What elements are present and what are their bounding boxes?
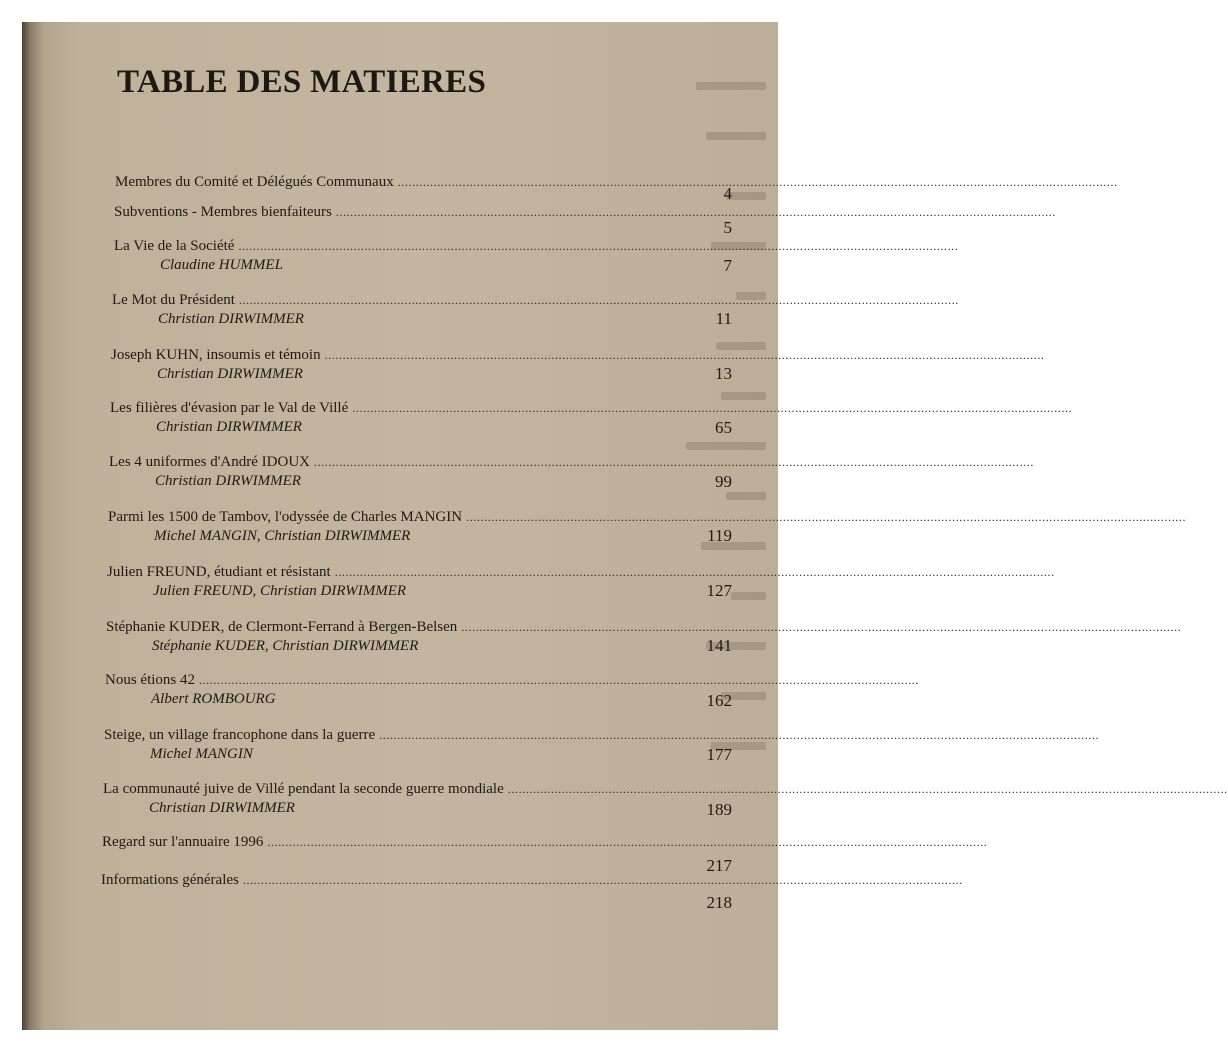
toc-entry-line: [107, 564, 1055, 581]
leader-dots: ........................................................................................................................................................................................................: [397, 175, 1118, 189]
toc-entry-line: [103, 781, 1228, 798]
toc-entry-line: [111, 347, 1045, 364]
toc-entry-author: Michel MANGIN, Christian DIRWIMMER: [154, 528, 411, 544]
leader-dots: ........................................................................................................................................................................................................: [466, 510, 1187, 524]
leader-dots: ........................................................................................................................................................................................................: [324, 348, 1045, 362]
leader-dots: ........................................................................................................................................................................................................: [507, 782, 1228, 796]
toc-entry-line: [110, 400, 1073, 417]
toc-page-number: 7: [723, 256, 732, 275]
toc-entry-title: Membres du Comité et Délégués Communaux: [115, 174, 394, 190]
toc-page-number: 217: [706, 856, 732, 875]
leader-dots: ........................................................................................................................................................................................................: [238, 239, 959, 253]
toc-page-number: 127: [706, 581, 732, 600]
toc-entry-title: La Vie de la Société: [114, 238, 235, 254]
leader-dots: ........................................................................................................................................................................................................: [335, 205, 1056, 219]
toc-entry-title: Subventions - Membres bienfaiteurs: [114, 204, 332, 220]
toc-entry: [22, 834, 988, 875]
leader-dots: ........................................................................................................................................................................................................: [199, 673, 919, 687]
leader-dots: ........................................................................................................................................................................................................: [352, 401, 1073, 415]
toc-entry-author: Christian DIRWIMMER: [158, 311, 304, 327]
toc-entry-line: [106, 619, 1182, 636]
toc-entry: [22, 564, 1055, 604]
toc-entry: [22, 672, 919, 712]
toc-page-number: 99: [715, 472, 732, 491]
toc-entry-line: [105, 672, 919, 689]
toc-page-number: 11: [715, 309, 732, 328]
toc-entry-line: [108, 509, 1187, 526]
toc-page-number: 119: [707, 526, 732, 545]
toc-entry-title: Steige, un village francophone dans la guerre: [104, 727, 376, 743]
toc-entry-line: [114, 204, 1056, 221]
toc-entry: [22, 727, 1100, 767]
book-page: [22, 22, 1228, 1030]
toc-entry: [22, 454, 1034, 494]
toc-entry-author: Albert ROMBOURG: [151, 691, 276, 707]
toc-entry: [22, 509, 1187, 549]
toc-entry-line: [102, 834, 988, 851]
toc-entry: [22, 872, 963, 912]
leader-dots: ........................................................................................................................................................................................................: [242, 873, 963, 887]
leader-dots: ........................................................................................................................................................................................................: [314, 455, 1034, 469]
leader-dots: ........................................................................................................................................................................................................: [267, 835, 988, 849]
toc-entry-line: [104, 727, 1100, 744]
toc-page-number: 218: [706, 893, 732, 912]
toc-entry-line: [101, 872, 963, 889]
leader-dots: ........................................................................................................................................................................................................: [334, 565, 1055, 579]
photo-frame: [22, 22, 1228, 1030]
toc-entry-title: Julien FREUND, étudiant et résistant: [107, 564, 331, 580]
toc-entry-line: [114, 238, 959, 255]
toc-page-number: 5: [723, 218, 732, 237]
leader-dots: ........................................................................................................................................................................................................: [461, 620, 1182, 634]
page-title: TABLE DES MATIERES: [117, 64, 487, 100]
toc-entry-title: Stéphanie KUDER, de Clermont-Ferrand à Bergen-Belsen: [106, 619, 458, 635]
toc-entry: [22, 400, 1073, 440]
toc-entry-author: Stéphanie KUDER, Christian DIRWIMMER: [152, 638, 419, 654]
toc-page-number: 141: [706, 636, 732, 655]
toc-entry-author: Christian DIRWIMMER: [155, 473, 301, 489]
toc-entry-title: Les 4 uniformes d'André IDOUX: [109, 454, 310, 470]
toc-entry-author: Julien FREUND, Christian DIRWIMMER: [153, 583, 407, 599]
toc-entry: [22, 781, 1228, 821]
toc-entry-author: Christian DIRWIMMER: [149, 800, 295, 816]
toc-entry-title: Parmi les 1500 de Tambov, l'odyssée de Charles MANGIN: [108, 509, 463, 525]
toc-entry-author: Christian DIRWIMMER: [156, 419, 302, 435]
toc-entry-title: Regard sur l'annuaire 1996: [102, 834, 264, 850]
toc-page-number: 177: [706, 745, 732, 764]
toc-entry-line: [115, 174, 1118, 191]
toc-entry: [22, 347, 1045, 387]
toc-entry-line: [109, 454, 1034, 471]
leader-dots: ........................................................................................................................................................................................................: [379, 728, 1100, 742]
toc-entry-title: Informations générales: [101, 872, 239, 888]
toc-entry-line: [112, 292, 959, 309]
toc-entry-author: Michel MANGIN: [150, 746, 253, 762]
toc-page-number: 13: [715, 364, 732, 383]
toc-entry: [22, 238, 959, 278]
leader-dots: ........................................................................................................................................................................................................: [238, 293, 959, 307]
toc-entry-author: Claudine HUMMEL: [160, 257, 283, 273]
toc-entry-title: Joseph KUHN, insoumis et témoin: [111, 347, 321, 363]
toc-page-number: 189: [706, 800, 732, 819]
toc-entry: [22, 619, 1182, 659]
toc-page-number: 162: [706, 691, 732, 710]
toc-entry-title: Nous étions 42: [105, 672, 195, 688]
toc-page-number: 4: [723, 184, 732, 203]
toc-entry-title: La communauté juive de Villé pendant la seconde guerre mondiale: [103, 781, 504, 797]
toc-entry-title: Le Mot du Président: [112, 292, 235, 308]
toc-entry-title: Les filières d'évasion par le Val de Villé: [110, 400, 349, 416]
toc-page-number: 65: [715, 418, 732, 437]
toc-entry: [22, 292, 959, 332]
toc-entry-author: Christian DIRWIMMER: [157, 366, 303, 382]
